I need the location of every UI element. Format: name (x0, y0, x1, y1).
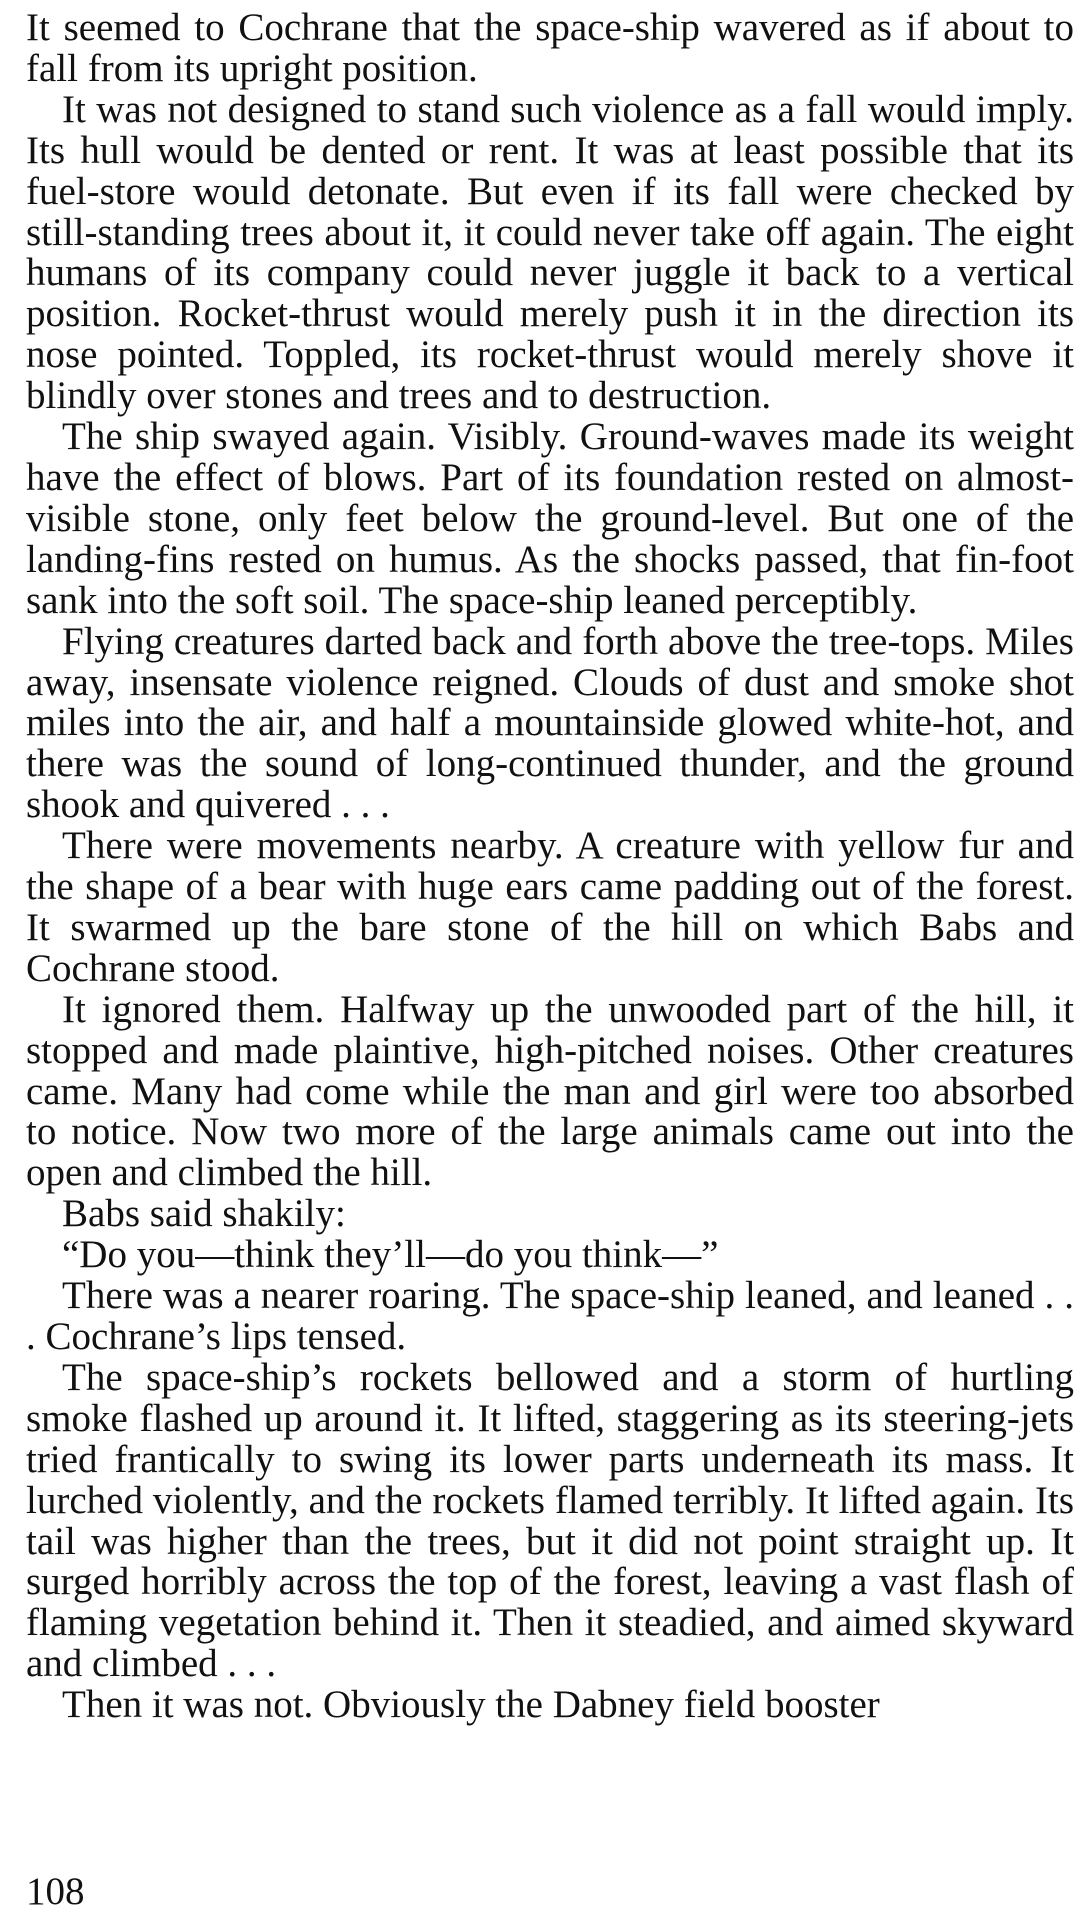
paragraph: Babs said shakily: (62, 1192, 346, 1236)
paragraph: “Do you—think they’ll—do you think—” (62, 1233, 719, 1277)
paragraph: It ignored them. Halfway up the unwooded part of the hill, it stopped and made plaintive, high-pitched noises. Other creatures came. Many had come while the man and girl were too absorbed to notice. Now two more of the large animals came out into the open and climbed the hill. (26, 987, 1074, 1195)
paragraph: It was not designed to stand such violence as a fall would imply. Its hull would be dented or rent. It was at least possible that its fuel-store would detonate. But even if its fall were checked by still-standing trees about it, it could never take off again. The eight humans of its company could never juggle it back to a vertical position. Rocket-thrust would merely push it in the direction its nose pointed. Toppled, its rocket-thrust would merely shove it blindly over stones and trees and to destruction. (26, 87, 1074, 418)
book-page (26, 8, 1074, 1726)
paragraph: The ship swayed again. Visibly. Ground-waves made its weight have the effect of blows. Part of its foundation rested on almost-visible stone, only feet below the ground-level. But one of the landing-fins rested on humus. As the shocks passed, that fin-foot sank into the soft soil. The space-ship leaned perceptibly. (26, 415, 1074, 622)
paragraph: It seemed to Cochrane that the space-ship wavered as if about to fall from its upright position. (26, 6, 1074, 90)
paragraph: There were movements nearby. A creature with yellow fur and the shape of a bear with huge ears came padding out of the forest. It swarmed up the bare stone of the hill on which Babs and Cochrane stood. (26, 824, 1074, 990)
paragraph: Flying creatures darted back and forth above the tree-tops. Miles away, insensate violence reigned. Clouds of dust and smoke shot miles into the air, and half a mountainside glowed white-hot, and there was the sound of long-continued thunder, and the ground shook and quivered . . . (26, 619, 1074, 827)
paragraph: There was a nearer roaring. The space-ship leaned, and leaned . . . Cochrane’s lips tensed. (26, 1274, 1074, 1358)
paragraph: Then it was not. Obviously the Dabney field booster (62, 1683, 880, 1727)
page-number: 108 (26, 1870, 85, 1913)
paragraph: The space-ship’s rockets bellowed and a storm of hurtling smoke flashed up around it. It lifted, staggering as its steering-jets tried frantically to swing its lower parts underneath its mass. It lurched violently, and the rockets flamed terribly. It lifted again. Its tail was higher than the trees, but it did not point straight up. It surged horribly across the top of the forest, leaving a vast flash of flaming vegetation behind it. Then it steadied, and aimed skyward and climbed . . . (26, 1355, 1074, 1686)
